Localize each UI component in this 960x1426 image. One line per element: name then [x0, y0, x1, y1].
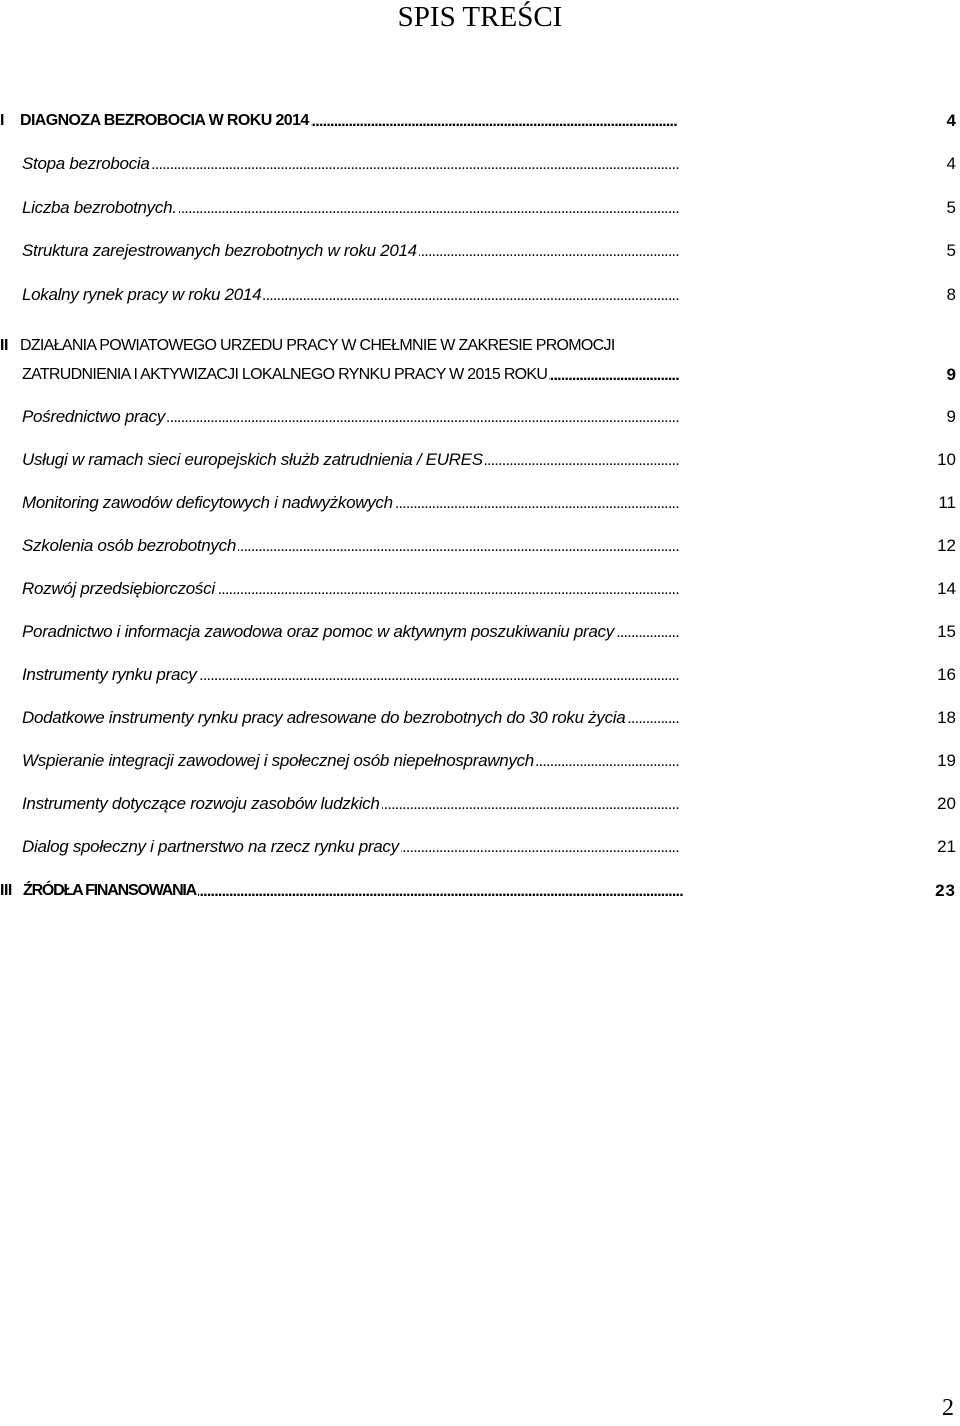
toc-entry[interactable] [0, 151, 960, 177]
toc-entry-page: 5 [945, 238, 956, 264]
toc-entry[interactable] [0, 791, 960, 817]
toc-entry-label: Monitoring zawodów deficytowych i nadwyżkowych [22, 490, 395, 516]
toc-entry-label: Wspieranie integracji zawodowej i społecznej osób niepełnosprawnych [22, 748, 536, 774]
toc-entry[interactable] [0, 619, 960, 645]
toc-entry-label: ZATRUDNIENIA I AKTYWIZACJI LOKALNEGO RYNKU PRACY W 2015 ROKU [22, 362, 549, 388]
toc-entry[interactable] [0, 195, 960, 221]
toc-entry-section-2[interactable] [0, 362, 960, 388]
toc-entry-label: Stopa bezrobocia [22, 151, 152, 177]
toc-entry-label: Instrumenty dotyczące rozwoju zasobów ludzkich [22, 791, 382, 817]
toc-entry-label: Dialog społeczny i partnerstwo na rzecz rynku pracy [22, 834, 401, 860]
toc-entry[interactable] [0, 533, 960, 559]
toc-entry[interactable] [0, 447, 960, 473]
toc-entry[interactable] [0, 282, 960, 308]
toc-entry-page: 4 [945, 151, 956, 177]
toc-section-number: I [0, 112, 4, 129]
toc-section-number: II [0, 337, 8, 354]
toc-entry-label: Usługi w ramach sieci europejskich służb zatrudnienia / EURES [22, 447, 485, 473]
toc-entry-label: Poradnictwo i informacja zawodowa oraz pomoc w aktywnym poszukiwaniu pracy [22, 619, 616, 645]
toc-entry-page: 8 [945, 282, 956, 308]
toc-entry-page: 23 [933, 878, 956, 904]
toc-entry[interactable] [0, 238, 960, 264]
toc-entry-label: Pośrednictwo pracy [22, 404, 167, 430]
toc-entry[interactable] [0, 748, 960, 774]
toc-entry-label: Dodatkowe instrumenty rynku pracy adresowane do bezrobotnych do 30 roku życia [22, 705, 627, 731]
toc-entry[interactable] [0, 662, 960, 688]
toc-entry-page: 9 [945, 362, 956, 388]
toc-entry[interactable] [0, 576, 960, 602]
toc-entry-label: Rozwój przedsiębiorczości [22, 576, 217, 602]
toc-entry[interactable] [0, 404, 960, 430]
toc-entry-page: 4 [945, 108, 956, 134]
toc-entry-page: 10 [935, 447, 956, 473]
toc-entry-page: 19 [935, 748, 956, 774]
toc-entry-label: Szkolenia osób bezrobotnych [22, 533, 238, 559]
page-number: 2 [942, 1395, 954, 1421]
toc-entry-label: ŹRÓDŁA FINANSOWANIA [23, 878, 198, 904]
toc-entry[interactable] [0, 490, 960, 516]
toc-entry-label: Instrumenty rynku pracy [22, 662, 199, 688]
toc-entry[interactable] [0, 705, 960, 731]
toc-entry-page: 21 [935, 834, 956, 860]
toc-entry-label: DIAGNOZA BEZROBOCIA W ROKU 2014 [20, 108, 311, 134]
toc-entry-page: 15 [935, 619, 956, 645]
toc-entry-page: 18 [935, 705, 956, 731]
toc-entry-page: 11 [936, 490, 956, 516]
toc-entry-section-1[interactable] [0, 108, 960, 134]
toc-entry-label-line1: DZIAŁANIA POWIATOWEGO URZEDU PRACY W CHEŁMNIE W ZAKRESIE PROMOCJI [20, 333, 617, 359]
page-title: SPIS TREŚCI [397, 1, 563, 33]
toc-entry-page: 5 [945, 195, 956, 221]
toc-entry-page: 16 [935, 662, 956, 688]
toc-entry-label: Struktura zarejestrowanych bezrobotnych w roku 2014 [22, 238, 419, 264]
toc-entry-section-3[interactable] [0, 878, 960, 904]
toc-entry-page: 14 [935, 576, 956, 602]
toc-entry-page: 9 [945, 404, 956, 430]
toc-entry-label: Liczba bezrobotnych. [22, 195, 179, 221]
toc-leader-dots [22, 151, 956, 177]
toc-entry-page: 20 [935, 791, 956, 817]
toc-entry[interactable] [0, 834, 960, 860]
toc-entry-label: Lokalny rynek pracy w roku 2014 [22, 282, 263, 308]
toc-entry-page: 12 [935, 533, 956, 559]
toc-entry-section-2-line1[interactable] [0, 333, 960, 359]
toc-section-number: III [0, 882, 12, 899]
